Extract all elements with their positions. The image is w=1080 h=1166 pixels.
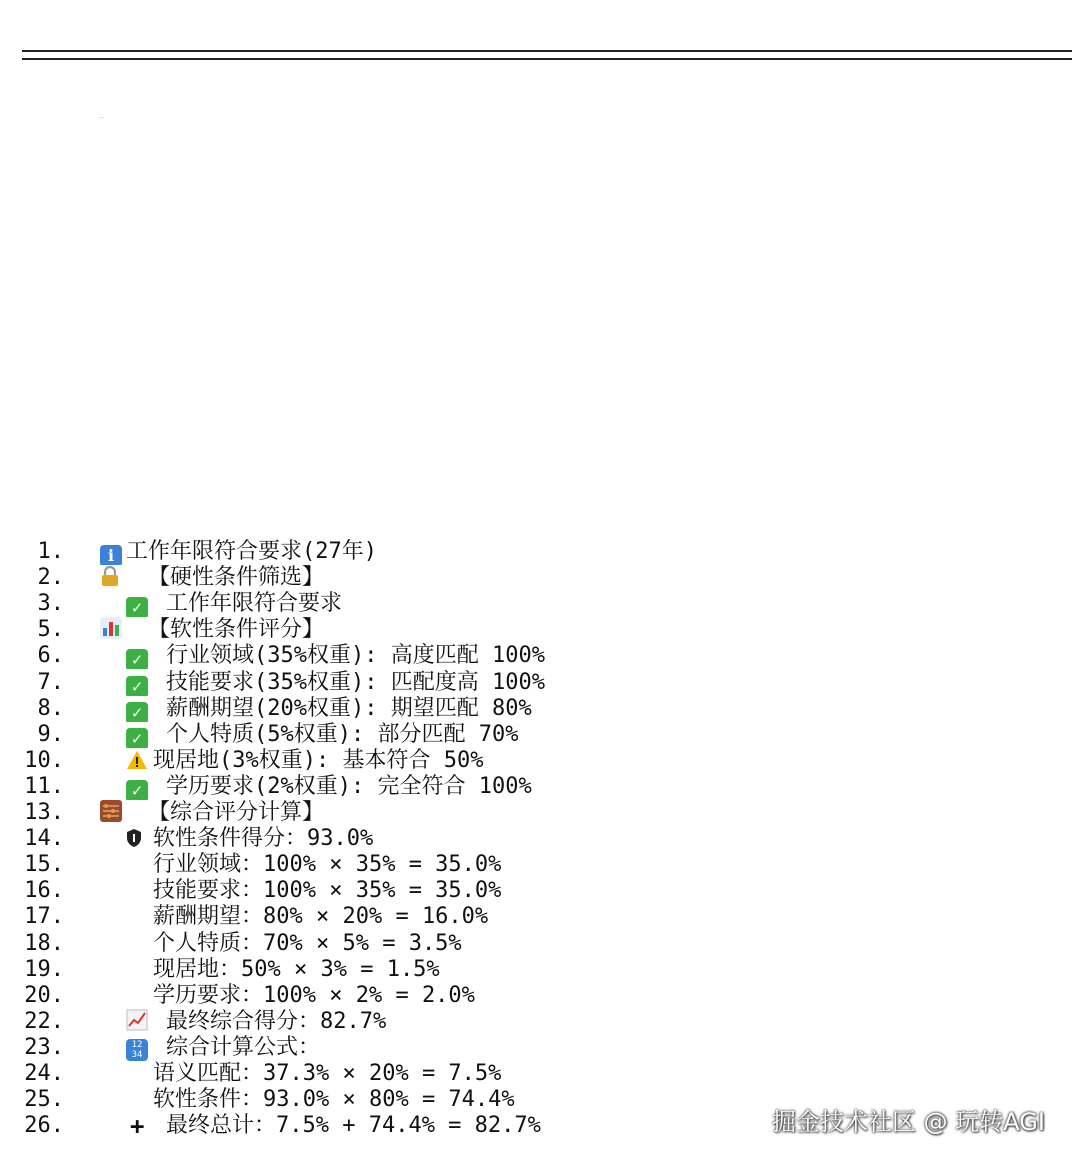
- bar-chart-icon: [100, 617, 122, 643]
- abacus-icon: [100, 800, 122, 826]
- analysis-item-number: 7.: [37, 670, 64, 695]
- analysis-title-line: [22, 510, 229, 536]
- analysis-item-text: 个人特质：70% × 5% = 3.5%: [153, 931, 462, 956]
- shield-icon: [126, 826, 142, 852]
- analysis-item-number: 16.: [24, 878, 64, 903]
- analysis-item-number: 8.: [37, 696, 64, 721]
- results-header: [22, 14, 344, 40]
- analysis-item-number: 3.: [37, 591, 64, 616]
- phone-line: [22, 223, 325, 249]
- analysis-item-number: 15.: [24, 852, 64, 877]
- check-icon: ✓: [126, 670, 148, 696]
- analysis-item-text: 软性条件得分：93.0%: [153, 826, 374, 851]
- analysis-item: [0, 1035, 1058, 1061]
- analysis-item-text: 【综合评分计算】: [148, 800, 325, 825]
- analysis-item-number: 1.: [37, 539, 64, 564]
- analysis-item-number: 24.: [24, 1061, 64, 1086]
- experience-line: [22, 327, 245, 353]
- analysis-item: [0, 983, 1058, 1009]
- analysis-item-text: 工作年限符合要求(27年): [126, 539, 377, 564]
- analysis-item-text: 行业领域：100% × 35% = 35.0%: [153, 852, 502, 877]
- field-line: [22, 249, 241, 275]
- education-line: [22, 301, 197, 327]
- candidate-name-line: [22, 92, 261, 118]
- analysis-item-number: 23.: [24, 1035, 64, 1060]
- analysis-item-number: 17.: [24, 904, 64, 929]
- analysis-item: [0, 591, 1058, 617]
- analysis-item-text: 学历要求：100% × 2% = 2.0%: [153, 983, 475, 1008]
- analysis-item-text: 薪酬期望：80% × 20% = 16.0%: [153, 904, 489, 929]
- file-line: [22, 457, 311, 483]
- score-line: [22, 118, 412, 144]
- analysis-item: [0, 852, 1058, 878]
- analysis-item-number: 18.: [24, 931, 64, 956]
- analysis-item-number: 25.: [24, 1087, 64, 1112]
- analysis-item-text: 技能要求：100% × 35% = 35.0%: [153, 878, 502, 903]
- analysis-item-number: 9.: [37, 722, 64, 747]
- analysis-item-number: 2.: [37, 565, 64, 590]
- lock-icon: [100, 565, 120, 591]
- analysis-item: [0, 722, 1058, 748]
- certificates-line: [22, 405, 998, 431]
- analysis-item: [0, 826, 1058, 852]
- analysis-item-number: 22.: [24, 1009, 64, 1034]
- analysis-item-number: 13.: [24, 800, 64, 825]
- salary-line: [22, 353, 315, 379]
- analysis-item-number: 11.: [24, 774, 64, 799]
- check-icon: ✓: [126, 722, 148, 748]
- watermark: 掘金技术社区 @ 玩转AGI: [772, 1108, 1045, 1136]
- analysis-item-number: 26.: [24, 1113, 64, 1138]
- analysis-item: [0, 617, 1058, 643]
- check-icon: ✓: [126, 696, 148, 722]
- analysis-item: [0, 904, 1058, 930]
- resume-title-line: [22, 171, 263, 197]
- analysis-item: [0, 643, 1058, 669]
- analysis-item-text: 语义匹配：37.3% × 20% = 7.5%: [153, 1061, 502, 1086]
- analysis-item: [0, 670, 1058, 696]
- analysis-item: [0, 957, 1058, 983]
- skills-line: [22, 379, 945, 405]
- analysis-item-number: 14.: [24, 826, 64, 851]
- analysis-item-text: 技能要求(35%权重): 匹配度高 100%: [166, 670, 545, 695]
- analysis-item: [0, 878, 1058, 904]
- check-icon: ✓: [126, 774, 148, 800]
- analysis-item-number: 6.: [37, 643, 64, 668]
- analysis-item: [0, 748, 1058, 774]
- analysis-item: [0, 1009, 1058, 1035]
- analysis-item-text: 【硬性条件筛选】: [148, 565, 325, 590]
- warning-icon: [126, 748, 148, 774]
- analysis-item-text: 最终总计：7.5% + 74.4% = 82.7%: [166, 1113, 541, 1138]
- plus-icon: +: [130, 1113, 145, 1139]
- info-icon: i: [100, 539, 122, 565]
- analysis-item-text: 行业领域(35%权重): 高度匹配 100%: [166, 643, 545, 668]
- email-line: [22, 197, 351, 223]
- tags-line: [22, 431, 801, 457]
- divider: [22, 50, 1072, 60]
- analysis-item-number: 5.: [37, 617, 64, 642]
- check-icon: ✓: [126, 591, 148, 617]
- analysis-item-text: 软性条件：93.0% × 80% = 74.4%: [153, 1087, 515, 1112]
- analysis-item-text: 学历要求(2%权重): 完全符合 100%: [166, 774, 532, 799]
- analysis-item: [0, 696, 1058, 722]
- analysis-item: [0, 539, 1058, 565]
- location-line: [22, 275, 219, 301]
- analysis-item-text: 现居地：50% × 3% = 1.5%: [153, 957, 440, 982]
- analysis-item-text: 现居地(3%权重): 基本符合 50%: [153, 748, 484, 773]
- analysis-item-text: 薪酬期望(20%权重): 期望匹配 80%: [166, 696, 532, 721]
- analysis-item: [0, 931, 1058, 957]
- analysis-item: [0, 1061, 1058, 1087]
- analysis-item-text: 个人特质(5%权重): 部分匹配 70%: [166, 722, 519, 747]
- analysis-item: [0, 800, 1058, 826]
- analysis-item-text: 【软性条件评分】: [148, 617, 325, 642]
- analysis-item-text: 最终综合得分：82.7%: [166, 1009, 387, 1034]
- analysis-item: [0, 774, 1058, 800]
- numbers-icon: 12 34: [126, 1035, 148, 1061]
- analysis-item-number: 19.: [24, 957, 64, 982]
- analysis-item: [0, 565, 1058, 591]
- chart-up-icon: [126, 1009, 148, 1035]
- analysis-item-text: 工作年限符合要求: [166, 591, 343, 616]
- analysis-item-number: 20.: [24, 983, 64, 1008]
- analysis-item-number: 10.: [24, 748, 64, 773]
- analysis-item-text: 综合计算公式：: [166, 1035, 321, 1060]
- check-icon: ✓: [126, 643, 148, 669]
